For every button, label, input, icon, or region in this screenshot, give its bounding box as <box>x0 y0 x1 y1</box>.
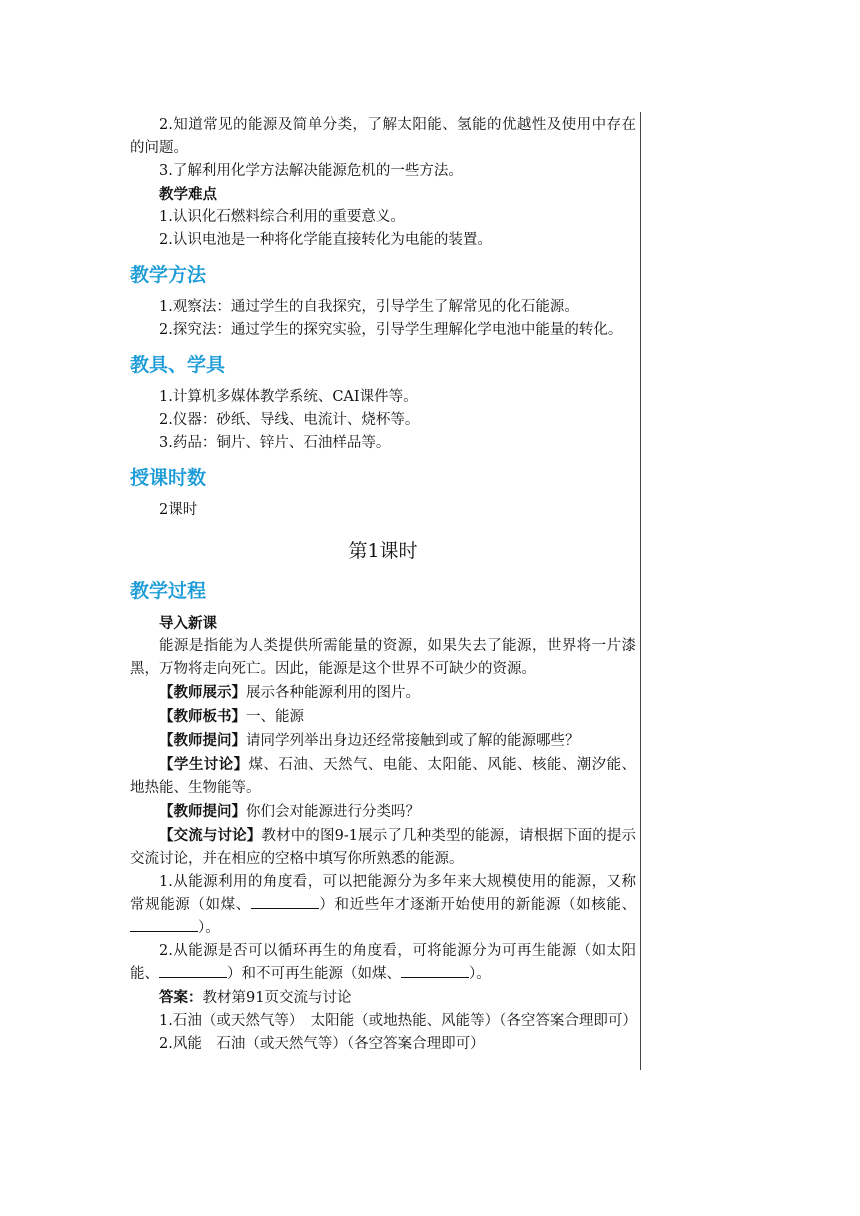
fill-blank <box>401 963 469 978</box>
difficulty-item-2: 2.认识电池是一种将化学能直接转化为电能的装置。 <box>159 232 492 248</box>
question-1-part-c: ）。 <box>198 920 220 936</box>
exchange-text: 教材中的图9-1展示了几种类型的能源，请根据下面的提示交流讨论，并在相应的空格中填写你所熟悉的能源。 <box>130 828 636 867</box>
question-1 <box>130 871 636 940</box>
answer-label: 答案： <box>159 989 203 1006</box>
student-discuss-text: 煤、石油、天然气、电能、太阳能、风能、核能、潮汐能、地热能、生物能等。 <box>130 757 636 796</box>
answer-1: 1.石油（或天然气等） 太阳能（或地热能、风能等）（各空答案合理即可） <box>159 1013 637 1029</box>
teacher-show <box>130 681 636 705</box>
teacher-board-label: 【教师板书】 <box>159 708 246 725</box>
teacher-board <box>130 705 636 729</box>
margin-rule <box>640 112 641 1070</box>
question-1-part-a: 1.从能源利用的角度看，可以把能源分为多年来大规模使用的能源，又称常规能源（如煤、 <box>130 874 636 913</box>
answer-text: 教材第91页交流与讨论 <box>202 990 352 1006</box>
exchange-discuss <box>130 824 636 871</box>
answer-2: 2.风能 石油（或天然气等）（各空答案合理即可） <box>159 1036 485 1052</box>
tool-item-3: 3.药品：铜片、锌片、石油样品等。 <box>159 435 391 451</box>
question-2-part-b: ）和不可再生能源（如煤、 <box>227 966 401 982</box>
teacher-show-text: 展示各种能源利用的图片。 <box>246 685 420 701</box>
answer-line <box>130 986 636 1010</box>
goal-item-3: 3.了解利用化学方法解决能源危机的一些方法。 <box>159 163 463 179</box>
teacher-show-label: 【教师展示】 <box>159 684 246 701</box>
teacher-ask-1-text: 请同学列举出身边还经常接触到或了解的能源哪些？ <box>246 733 580 749</box>
teacher-ask-2 <box>130 800 636 824</box>
method-item-2: 2.探究法：通过学生的探究实验，引导学生理解化学电池中能量的转化。 <box>159 322 623 338</box>
teacher-ask-2-text: 你们会对能源进行分类吗？ <box>246 804 420 820</box>
goal-item-2: 2.知道常见的能源及简单分类，了解太阳能、氢能的优越性及使用中存在的问题。 <box>130 117 636 156</box>
student-discuss-label: 【学生讨论】 <box>159 756 249 773</box>
section-heading-process: 教学过程 <box>130 580 207 602</box>
section-heading-methods: 教学方法 <box>130 264 207 286</box>
teacher-ask-1 <box>130 729 636 753</box>
teacher-ask-2-label: 【教师提问】 <box>159 803 246 820</box>
tool-item-1: 1.计算机多媒体教学系统、CAI课件等。 <box>159 389 418 405</box>
fill-blank <box>130 917 198 932</box>
tool-item-2: 2.仪器：砂纸、导线、电流计、烧杯等。 <box>159 412 420 428</box>
method-item-1: 1.观察法：通过学生的自我探究，引导学生了解常见的化石能源。 <box>159 299 579 315</box>
teacher-ask-1-label: 【教师提问】 <box>159 732 246 749</box>
fill-blank <box>251 894 319 909</box>
teacher-board-text: 一、能源 <box>246 709 304 725</box>
section-heading-hours: 授课时数 <box>130 467 207 489</box>
question-2 <box>130 940 636 986</box>
intro-heading: 导入新课 <box>159 615 217 632</box>
section-heading-tools: 教具、学具 <box>130 354 226 376</box>
student-discuss <box>130 753 636 800</box>
content-column <box>130 114 636 1056</box>
question-2-part-c: ）。 <box>469 966 491 982</box>
intro-text: 能源是指能为人类提供所需能量的资源，如果失去了能源，世界将一片漆黑，万物将走向死亡。因此，能源是这个世界不可缺少的资源。 <box>130 638 636 677</box>
exchange-label: 【交流与讨论】 <box>159 827 262 844</box>
fill-blank <box>159 963 227 978</box>
question-2-part-a: 2.从能源是否可以循环再生的角度看，可将能源分为可再生能源（如太阳能、 <box>130 943 636 982</box>
difficulty-item-1: 1.认识化石燃料综合利用的重要意义。 <box>159 209 405 225</box>
difficulty-heading: 教学难点 <box>159 186 217 203</box>
lesson-title: 第1课时 <box>348 540 418 562</box>
question-1-part-b: ）和近些年才逐渐开始使用的新能源（如核能、 <box>318 897 636 913</box>
hours-value: 2课时 <box>159 502 198 518</box>
